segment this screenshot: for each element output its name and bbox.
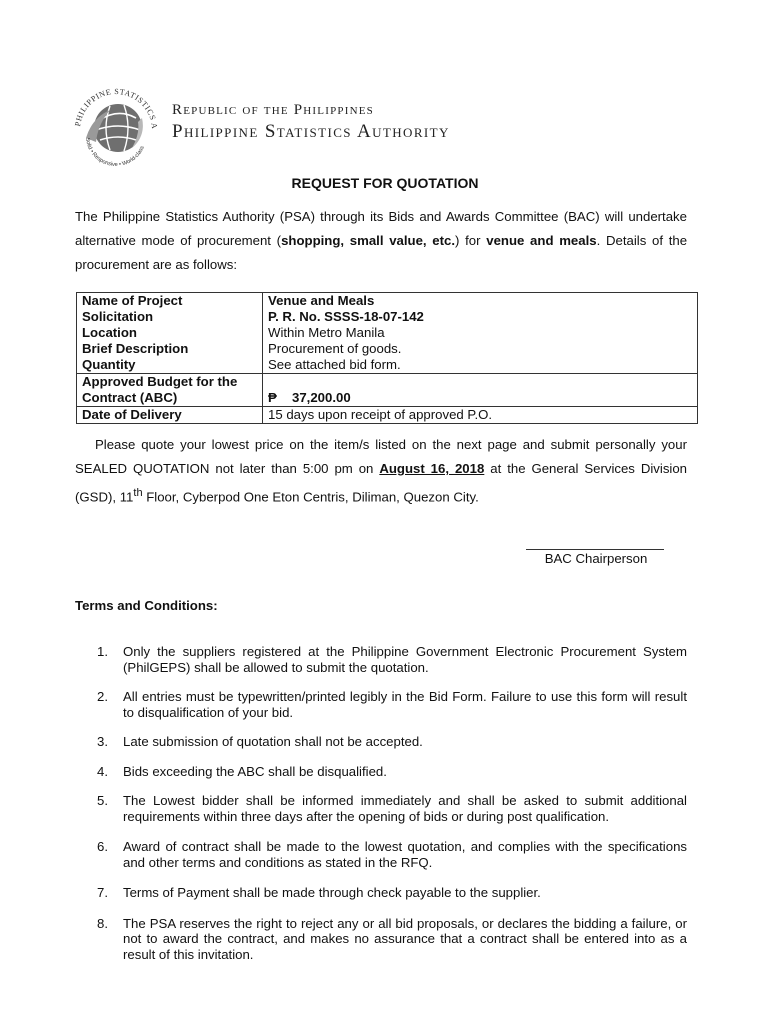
row-label: Date of Delivery (77, 407, 263, 424)
deadline-date: August 16, 2018 (379, 461, 485, 476)
agency-line-1: Republic of the Philippines (172, 102, 374, 118)
agency-header (172, 100, 450, 144)
instructions-paragraph (75, 433, 687, 509)
term-number: 1. (97, 644, 108, 659)
table-row (77, 357, 698, 374)
signature-line (526, 549, 664, 550)
instructions-text-3: Floor, Cyberpod One Eton Centris, Diliman, Quezon City. (142, 489, 479, 505)
abc-value-cell (263, 374, 698, 407)
term-number: 2. (97, 689, 108, 704)
instructions-text-1: Please quote your lowest price on the item/s listed on the next page and submit personally your SEALED QUOTATION not later than 5:00 pm on (75, 437, 687, 476)
list-item (75, 689, 687, 720)
row-label: Quantity (77, 357, 263, 374)
row-label: Location (77, 325, 263, 341)
table-row (77, 293, 698, 310)
term-number: 7. (97, 885, 108, 900)
intro-bold-1: shopping, small value, etc. (281, 233, 456, 248)
term-text: All entries must be typewritten/printed legibly in the Bid Form. Failure to use this form will result to disqualification of your bid. (123, 689, 687, 720)
term-text: Late submission of quotation shall not be accepted. (123, 734, 423, 749)
table-row (77, 374, 698, 407)
list-item (75, 885, 687, 901)
term-text: The Lowest bidder shall be informed immediately and shall be asked to submit additional requirements within three days after the opening of bids or during post qualification. (123, 793, 687, 824)
list-item (75, 839, 687, 870)
intro-text-3: . Details of the procurement are as follows: (75, 233, 688, 272)
term-number: 3. (97, 734, 108, 749)
row-label: Approved Budget for the Contract (ABC) (77, 374, 263, 407)
table-row (77, 325, 698, 341)
table-row (77, 407, 698, 424)
intro-text-1: The Philippine Statistics Authority (PSA) through its Bids and Awards Committee (BAC) will undertake alternative mode of procurement ( (75, 209, 687, 248)
psa-logo (66, 78, 166, 178)
term-number: 8. (97, 915, 108, 931)
instructions-text-2: at the General Services Division (GSD), 11 (75, 461, 688, 505)
row-value: P. R. No. SSSS-18-07-142 (263, 309, 698, 325)
document-title: REQUEST FOR QUOTATION (291, 175, 479, 191)
signatory-title: BAC Chairperson (544, 551, 648, 566)
term-text: Terms of Payment shall be made through check payable to the supplier. (123, 885, 541, 900)
terms-list (75, 644, 687, 962)
psa-seal-icon (66, 78, 166, 178)
row-label: Brief Description (77, 341, 263, 357)
terms-heading: Terms and Conditions: (75, 598, 218, 613)
list-item (75, 734, 687, 750)
table-row (77, 341, 698, 357)
procurement-details-table (76, 292, 698, 424)
row-value: Venue and Meals (263, 293, 698, 310)
row-value: See attached bid form. (263, 357, 698, 374)
term-number: 5. (97, 793, 108, 808)
term-text: Bids exceeding the ABC shall be disqualified. (123, 763, 387, 779)
term-number: 6. (97, 839, 108, 854)
svg-text:Solid • Responsive • World-cla: Solid • Responsive • World-class (84, 137, 146, 169)
intro-paragraph (75, 205, 687, 277)
agency-line-2: Philippine Statistics Authority (172, 121, 450, 142)
row-value: Procurement of goods. (263, 341, 698, 357)
abc-amount: 37,200.00 (292, 390, 351, 405)
term-text: Only the suppliers registered at the Philippine Government Electronic Procurement System (PhilGEPS) shall be allowed to submit the quotation. (123, 644, 687, 675)
list-item (75, 764, 687, 780)
list-item (75, 916, 687, 963)
list-item (75, 793, 687, 824)
table-row (77, 309, 698, 325)
floor-ordinal: th (133, 487, 143, 499)
term-number: 4. (97, 763, 108, 779)
peso-sign: ₱ (268, 390, 277, 405)
row-label: Solicitation (77, 309, 263, 325)
list-item (75, 644, 687, 675)
svg-text:PHILIPPINE STATISTICS AUTHORIT: PHILIPPINE STATISTICS A (73, 86, 160, 130)
row-value: 15 days upon receipt of approved P.O. (263, 407, 698, 424)
term-text: The PSA reserves the right to reject any or all bid proposals, or declares the bidding a failure, or not to award the contract, and makes no assurance that a contract shall be entered into as a result of this invitation. (123, 915, 687, 962)
row-value: Within Metro Manila (263, 325, 698, 341)
intro-bold-2: venue and meals (486, 233, 597, 248)
row-label: Name of Project (77, 293, 263, 310)
intro-text-2: ) for (455, 233, 487, 248)
term-text: Award of contract shall be made to the lowest quotation, and complies with the specifications and other terms and conditions as stated in the RFQ. (123, 839, 687, 870)
